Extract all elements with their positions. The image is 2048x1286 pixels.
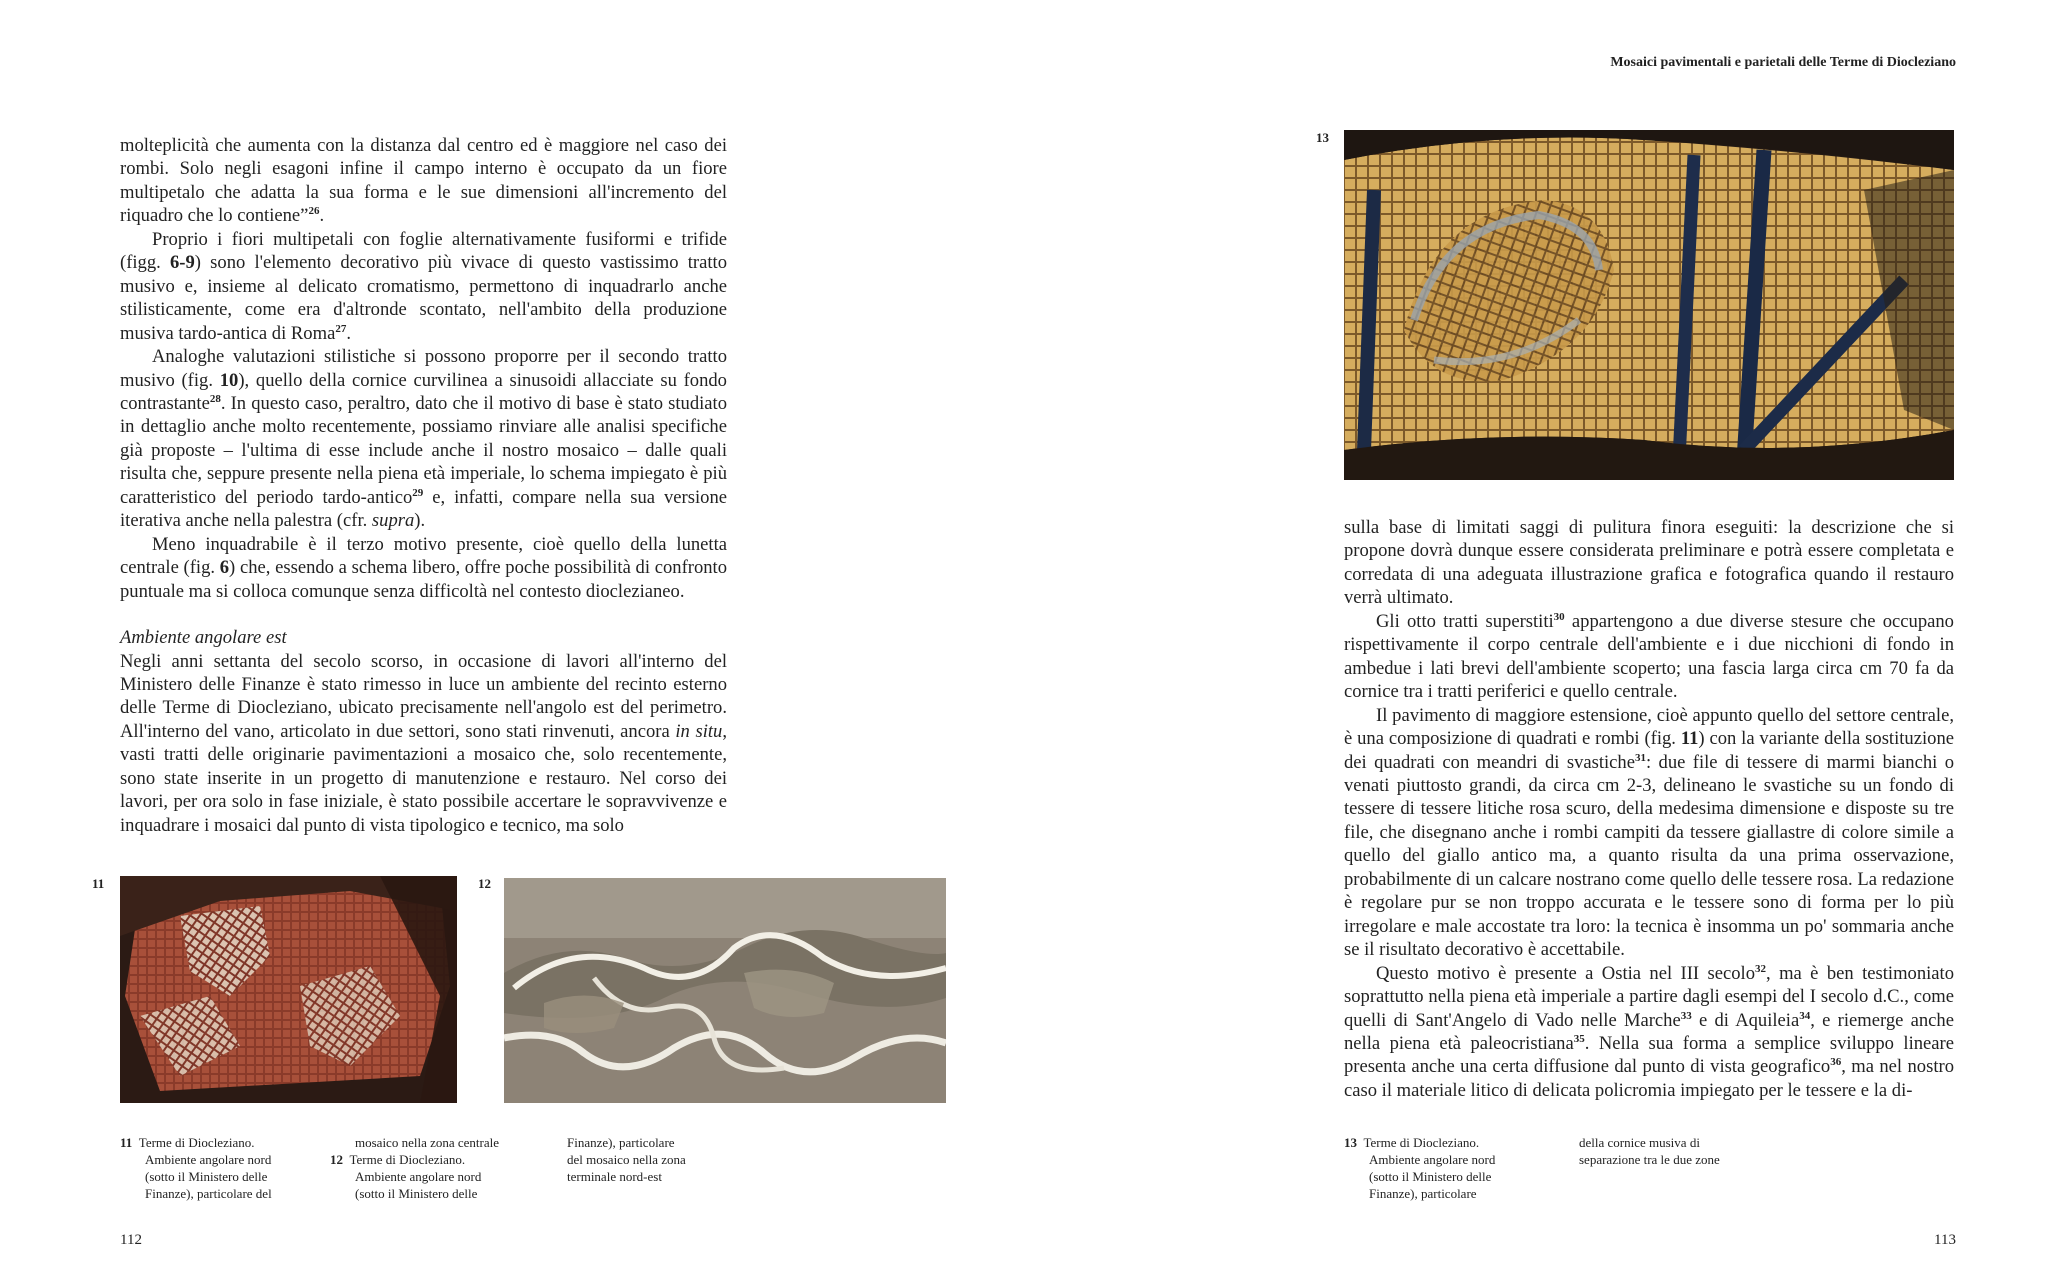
figure-13-number: 13 — [1316, 130, 1329, 145]
section-title: Ambiente angolare est — [120, 627, 287, 649]
caption-12-cont: Finanze), particolare del mosaico nella zona terminale nord-est — [567, 1135, 686, 1184]
paragraph: Proprio i fiori multipetali con foglie alternativamente fusiformi e trifide (figg. 6-9) sono l'elemento decorativo più vivace di questo vastissimo tratto musivo e, insieme al delicato cromatismo, permettono di inquadrarlo anche stilisticamente, come era d'altronde scontato, nell'ambito della produzione musiva tardo-antica di Roma$^{27}$. — [120, 228, 727, 344]
figure-12-mosaic-photo — [504, 878, 946, 1103]
page-number: 112 — [120, 1232, 142, 1248]
paragraph: Meno inquadrabile è il terzo motivo presente, cioè quello della lunetta centrale (fig. 6) che, essendo a schema libero, offre poche possibilità di confronto puntuale ma si colloca comunque senza difficoltà nel contesto dioclezianeo. — [120, 533, 728, 602]
figure-11-number: 11 — [92, 876, 105, 891]
figure-13-mosaic-photo — [1344, 130, 1954, 480]
left-body-text — [120, 134, 727, 837]
running-head: Mosaici pavimentali e parietali delle Terme di Diocleziano — [1610, 55, 1956, 70]
caption-13-cont: della cornice musiva di separazione tra le due zone — [1579, 1135, 1720, 1167]
paragraph: Questo motivo è presente a Ostia nel III secolo$^{32}$, ma è ben testimoniato soprattutto nella piena età imperiale a partire dagli esempi del I secolo d.C., come quelli di Sant'Angelo di Vado nelle Marche$^{33}$ e di Aquileia$^{34}$, e riemerge anche nella piena età paleocristiana$^{35}$. Nella sua forma a semplice sviluppo lineare presenta anche una certa diffusione dal punto di vista geografico$^{36}$, ma nel nostro caso il materiale litico di delicata policromia impiegato per le tessere e la di- — [1344, 962, 1955, 1101]
paragraph: Negli anni settanta del secolo scorso, in occasione di lavori all'interno del Ministero delle Finanze è stato rimesso in luce un ambiente del recinto esterno delle Terme di Diocleziano, ubicato precisamente nell'angolo est del perimetro. All'interno del vano, articolato in due settori, sono stati rinvenuti, ancora in situ, vasti tratti delle originarie pavimentazioni a mosaico che, solo recentemente, sono state inserite in un progetto di manutenzione e restauro. Nel corso dei lavori, per ora solo in fase iniziale, è stato possibile accertare le sopravvivenze e inquadrare i mosaici dal punto di vista tipologico e tecnico, ma solo — [120, 650, 727, 836]
caption-11: 11 Terme di Diocleziano. Ambiente angolare nord (sotto il Ministero delle Finanze), particolare del — [120, 1135, 272, 1201]
paragraph: Il pavimento di maggiore estensione, cioè appunto quello del settore centrale, è una composizione di quadrati e rombi (fig. 11) con la variante della sostituzione dei quadrati con meandri di svastiche$^{31}$: due file di tessere di marmi bianchi o venati piuttosto grandi, da circa cm 2-3, delineano le svastiche su un fondo di tessere di tessere litiche rosa scuro, della medesima dimensione e disposte su tre file, che disegnano anche i rombi campiti da tessere giallastre di colore simile a quello del giallo antico ma, a quanto risulta da una prima osservazione, probabilmente di un calcare nostrano come quello delle tessere rosa. La redazione è regolare pur se non troppo accurata e le tessere sono di forma per lo più irregolare e male accostate tra loro: la tecnica è insomma un po' sommaria anche se il risultato decorativo è accettabile. — [1344, 704, 1954, 961]
caption-13: 13 Terme di Diocleziano. Ambiente angolare nord (sotto il Ministero delle Finanze), particolare — [1344, 1135, 1496, 1201]
right-body-text — [1344, 516, 1954, 1102]
paragraph: Analoghe valutazioni stilistiche si possono proporre per il secondo tratto musivo (fig. 10), quello della cornice curvilinea a sinusoidi allacciate su fondo contrastante$^{28}$. In questo caso, peraltro, dato che il motivo di base è stato studiato in dettaglio anche molto recentemente, possiamo rinviare alle analisi specifiche già proposte – l'ultima di esse include anche il nostro mosaico – dalle quali risulta che, seppure presente nella piena età imperiale, lo schema impiegato è più caratteristico del periodo tardo-antico$^{29}$ e, infatti, compare nella sua versione iterativa anche nella palestra (cfr. supra). — [120, 346, 728, 532]
figure-11-mosaic-photo — [120, 876, 457, 1103]
right-page — [1024, 0, 2048, 1286]
paragraph: molteplicità che aumenta con la distanza dal centro ed è maggiore nel caso dei rombi. Solo negli esagoni infine il campo interno è occupato da un fiore multipetalo che adatta la sua forma e le sue dimensioni all'incremento del riquadro che lo contiene”$^{26}$. — [120, 135, 727, 227]
paragraph: Gli otto tratti superstiti$^{30}$ appartengono a due diverse stesure che occupano rispettivamente il corpo centrale dell'ambiente e i due nicchioni di fondo in ambedue i lati brevi dell'ambiente scoperto; una fascia larga circa cm 70 fa da cornice tra i tratti periferici e quello centrale. — [1344, 610, 1954, 703]
page-number: 113 — [1934, 1232, 1956, 1248]
figure-12-number: 12 — [478, 876, 491, 891]
paragraph: sulla base di limitati saggi di pulitura finora eseguiti: la descrizione che si propone dovrà dunque essere considerata preliminare e potrà essere completata e corredata di una adeguata illustrazione grafica e fotografica quando il restauro verrà ultimato. — [1344, 517, 1954, 609]
caption-11-12: mosaico nella zona centrale 12 Terme di Diocleziano. Ambiente angolare nord (sotto il Ministero delle — [330, 1135, 500, 1201]
